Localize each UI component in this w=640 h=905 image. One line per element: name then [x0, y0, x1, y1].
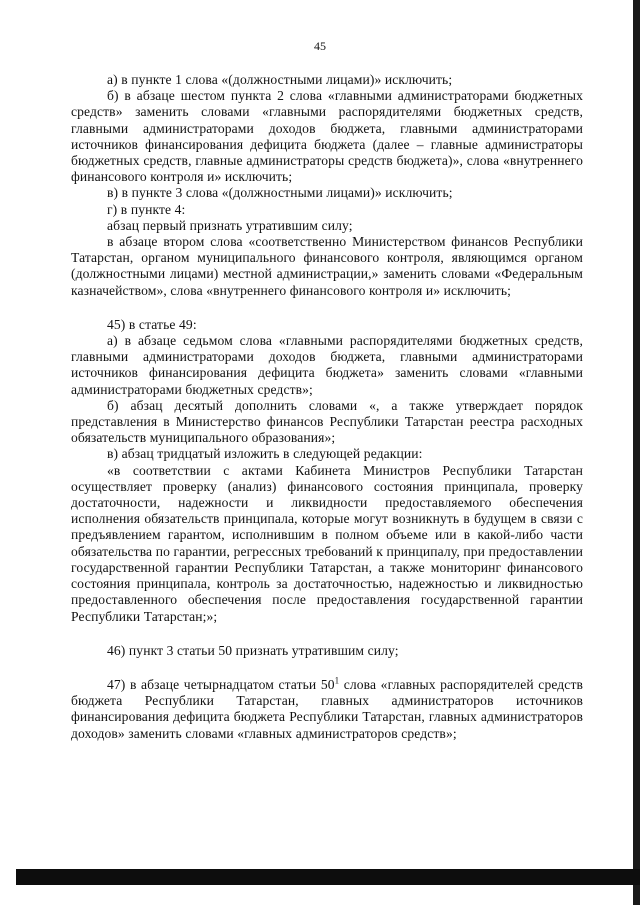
- article-superscript: 1: [334, 675, 340, 686]
- paragraph-45c-point-3: в) в пункте 3 слова «(должностными лицами)» исключить;: [107, 185, 453, 201]
- paragraph-article-49-c: в) абзац тридцатый изложить в следующей редакции:: [107, 446, 423, 462]
- paragraph-article-49-a: а) в абзаце седьмом слова «главными распорядителями бюджетных средств, главными администраторами доходов бюджета, главными администраторами источников финансирования дефицита бюджета» заменить словами «главными администраторами бюджетных средств»;: [71, 333, 583, 397]
- page-number: 45: [314, 39, 326, 53]
- paragraph-45d-point-4: г) в пункте 4:: [107, 201, 186, 217]
- paragraph-point-4-first: абзац первый признать утратившим силу;: [107, 217, 353, 233]
- paragraph-item-47: [71, 677, 583, 742]
- paragraph-point-4-second: в абзаце втором слова «соответственно Министерством финансов Республики Татарстан, органом муниципального финансового контроля, являющимся органом (должностными лицами) местной администрации,» заменить словами «Федеральным казначейством», слова «внутреннего финансового контроля и» исключить;: [71, 234, 583, 298]
- paragraph-item-46: 46) пункт 3 статьи 50 признать утратившим силу;: [107, 642, 399, 658]
- document-body: [71, 72, 583, 742]
- scan-edge-strip: [633, 0, 640, 905]
- paragraph-item-47-start: 47) в абзаце четырнадцатом статьи 50: [107, 676, 335, 692]
- paragraph-article-49-b: б) абзац десятый дополнить словами «, а также утверждает порядок представления в Министерство финансов Республики Татарстан реестра расходных обязательств муниципального образования»;: [71, 397, 583, 446]
- scan-bottom-bar: [16, 869, 640, 885]
- paragraph-item-47-end: слова «главных распорядителей средств бюджета Республики Татарстан, главных администраторов источников финансирования дефицита бюджета Республики Татарстан, главных администраторов доходов» заменить словами «главных администраторов средств»;: [71, 676, 584, 741]
- paragraph-item-45-heading: 45) в статье 49:: [107, 316, 197, 332]
- paragraph-45a-point-1: а) в пункте 1 слова «(должностными лицами)» исключить;: [107, 72, 453, 87]
- paragraph-45b-point-2: б) в абзаце шестом пункта 2 слова «главными администраторами бюджетных средств» заменить словами «главными распорядителями бюджетных средств, главными администраторами доходов бюджета, главными администраторами источников финансирования дефицита бюджета (далее – главные администраторы бюджетных средств, главные администраторы средств бюджета)», слова «внутреннего финансового контроля и» исключить;: [71, 88, 583, 185]
- paragraph-article-49-new-text: «в соответствии с актами Кабинета Министров Республики Татарстан осуществляет проверку (анализ) финансового состояния принципала, проверку достаточности, надежности и ликвидности предоставляемого обеспечения исполнения обязательств принципала, которые могут возникнуть в будущем в связи с предъявлением гарантом, исполнившим в полном объеме или в какой-либо части обязательства по гарантии, регрессных требований к принципалу, при предоставлении государственной гарантии Республики Татарстан, а также мониторинг финансового состояния принципала, контроль за достаточностью, надежностью и ликвидностью предоставленного обеспечения после предоставления государственной гарантии Республики Татарстан;»;: [71, 462, 583, 624]
